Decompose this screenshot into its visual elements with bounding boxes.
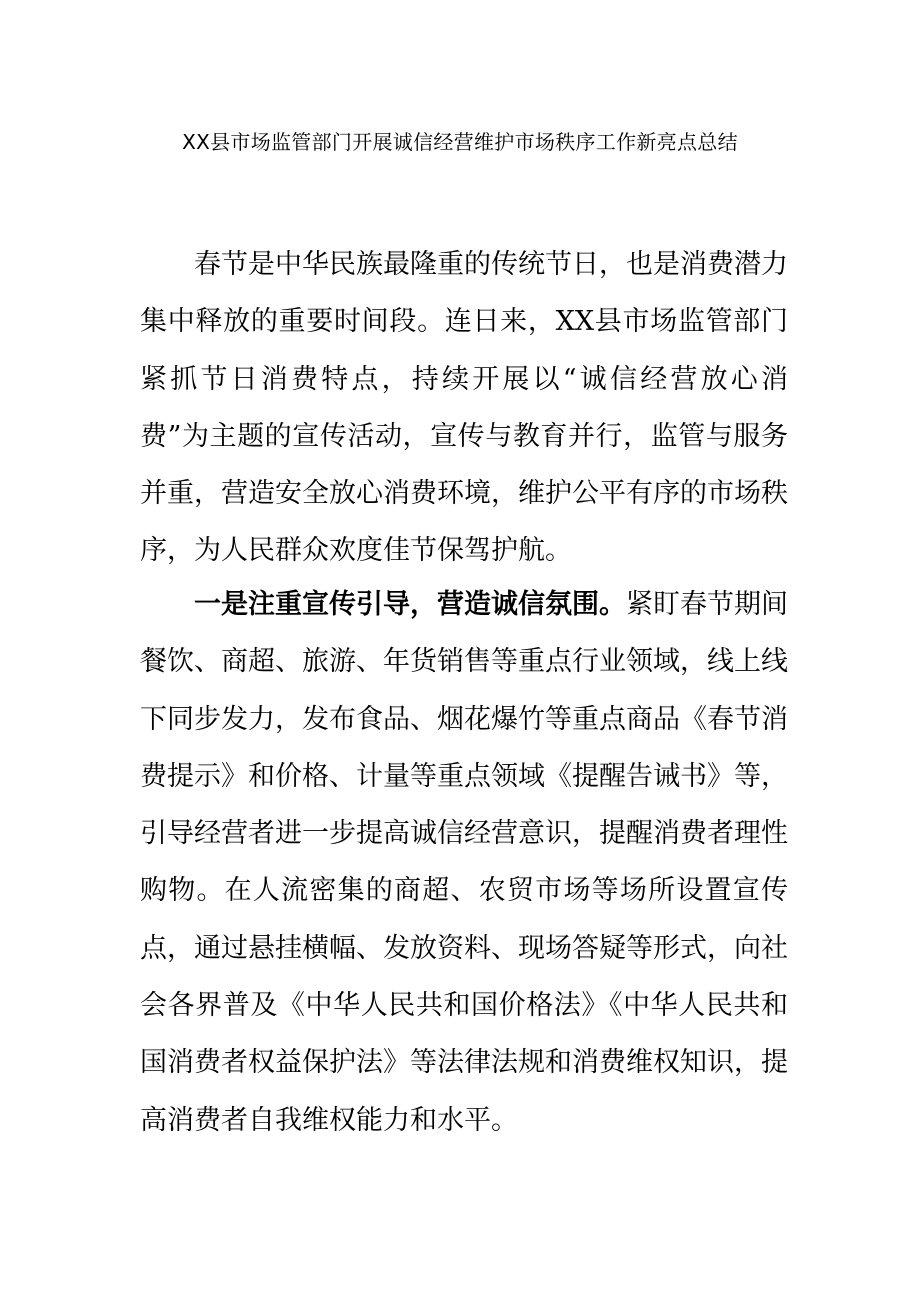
paragraph-point-one [140,576,788,1149]
document-title: XX县市场监管部门开展诚信经营维护市场秩序工作新亮点总结 [182,130,738,154]
paragraph-point-one-lead: 一是注重宣传引导，营造诚信氛围。 [194,589,626,620]
paragraph-intro [140,236,788,580]
paragraph-intro-text: 春节是中华民族最隆重的传统节日，也是消费潜力集中释放的重要时间段。连日来，XX县市场监管部门紧抓节日消费特点，持续开展以“诚信经营放心消费”为主题的宣传活动，宣传与教育并行，监管与服务并重，营造安全放心消费环境，维护公平有序的市场秩序，为人民群众欢度佳节保驾护航。 [140,249,788,567]
paragraph-point-one-text: 紧盯春节期间餐饮、商超、旅游、年货销售等重点行业领域，线上线下同步发力，发布食品、烟花爆竹等重点商品《春节消费提示》和价格、计量等重点领域《提醒告诫书》等，引导经营者进一步提高诚信经营意识，提醒消费者理性购物。在人流密集的商超、农贸市场等场所设置宣传点，通过悬挂横幅、发放资料、现场答疑等形式，向社会各界普及《中华人民共和国价格法》《中华人民共和国消费者权益保护法》等法律法规和消费维权知识，提高消费者自我维权能力和水平。 [140,589,788,1136]
